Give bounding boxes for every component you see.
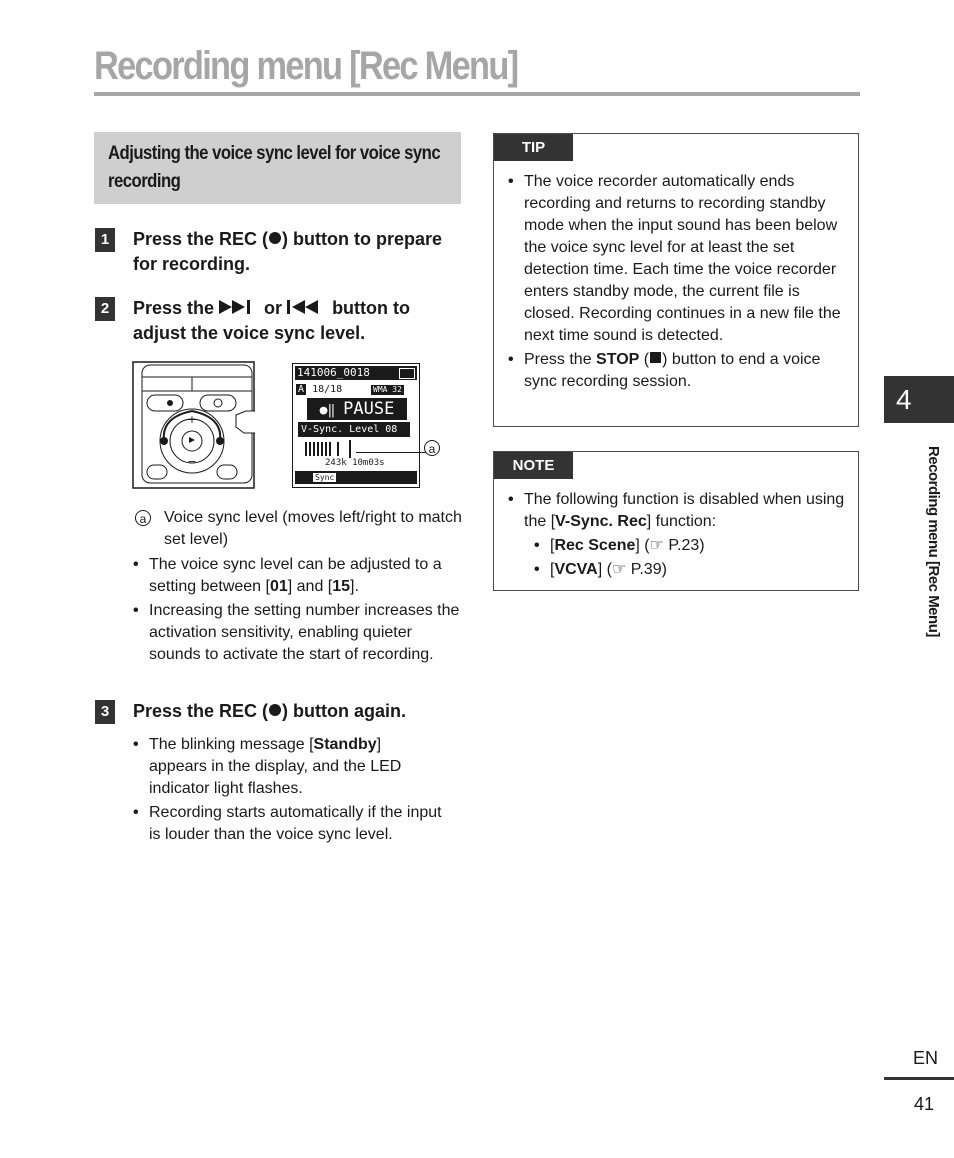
list-item: • The voice sync level can be adjusted to a setting between [01] and [15]. — [133, 554, 465, 598]
display-format: WMA 32 — [373, 385, 402, 394]
page-title: Recording menu [Rec Menu] — [94, 44, 518, 88]
tip-box — [493, 133, 859, 427]
svg-text:+: + — [187, 413, 197, 426]
callout-marker-a: a — [424, 440, 440, 456]
display-vsync-level: V-Sync. Level 08 — [298, 422, 410, 437]
language-label: EN — [912, 1048, 938, 1068]
note-bullets — [508, 489, 850, 535]
chapter-tab: 4 — [884, 376, 954, 423]
title-divider — [94, 92, 860, 96]
step-3-bullets — [133, 734, 443, 848]
level-meter — [305, 440, 365, 460]
tip-label: TIP — [494, 134, 573, 161]
record-dot-icon — [269, 232, 281, 244]
note-box — [493, 451, 859, 591]
display-mode: Sync — [315, 473, 335, 482]
list-item: • Increasing the setting number increases the activation sensitivity, enabling quieter sounds to activate the start of recording. — [133, 600, 465, 666]
recorder-buttons-illustration — [132, 361, 255, 489]
recorder-display-illustration — [292, 363, 420, 488]
tip-bullets — [508, 171, 850, 395]
page-number: 41 — [913, 1094, 934, 1114]
step-number-2: 2 — [95, 297, 115, 321]
svg-text:−: − — [187, 455, 197, 468]
legend-text: Voice sync level (moves left/right to match set level) — [164, 509, 462, 548]
list-item: • [VCVA] (☞ P.39) — [534, 559, 834, 581]
step-number-1: 1 — [95, 228, 115, 252]
note-label: NOTE — [494, 452, 573, 479]
section-heading-box — [94, 132, 461, 204]
stop-square-icon — [650, 352, 661, 363]
step-2-bullets — [133, 554, 465, 668]
display-file-name: 141006_0018 — [295, 366, 417, 380]
rewind-icon — [287, 299, 327, 315]
callout-leader-line — [356, 452, 426, 453]
display-remaining: 243k 10m03s — [325, 458, 385, 468]
step-1-text: Press the REC ( ) button to prepare for recording. — [133, 229, 443, 274]
list-item: • The voice recorder automatically ends recording and returns to recording standby mode when the input sound has been below the voice sync level for at least the set detection time. Each time the voice recorder enters standby mode, the current file is closed. Recording continues in a new file the next time sound is detected. — [508, 171, 850, 347]
record-dot-icon — [269, 704, 281, 716]
step-2-text: Press the or button to adjust the voice sync level. — [133, 298, 411, 343]
page-reference-icon: ☞ — [649, 537, 664, 554]
note-sub-bullets — [534, 535, 834, 583]
list-item: • The blinking message [Standby] appears in the display, and the LED indicator light flashes. — [133, 734, 443, 800]
section-heading: Adjusting the voice sync level for voice sync recording — [108, 143, 441, 192]
list-item: • Press the STOP ( ) button to end a voice sync recording session. — [508, 349, 850, 393]
display-status: ●‖ PAUSE — [307, 398, 407, 420]
page-reference-icon: ☞ — [611, 561, 627, 578]
display-folder-info: A 18/18 — [298, 384, 343, 395]
legend-marker-a: a — [135, 510, 151, 526]
fast-forward-icon — [219, 299, 259, 315]
step-3-text: Press the REC ( ) button again. — [133, 701, 407, 721]
step-number-3: 3 — [95, 700, 115, 724]
footer-divider — [884, 1077, 954, 1080]
list-item: • The following function is disabled when using the [V-Sync. Rec] function: — [508, 489, 850, 533]
side-chapter-title: Recording menu [Rec Menu] — [925, 446, 942, 637]
list-item: • [Rec Scene] (☞ P.23) — [534, 535, 834, 557]
list-item: • Recording starts automatically if the input is louder than the voice sync level. — [133, 802, 443, 846]
battery-icon — [399, 368, 415, 379]
